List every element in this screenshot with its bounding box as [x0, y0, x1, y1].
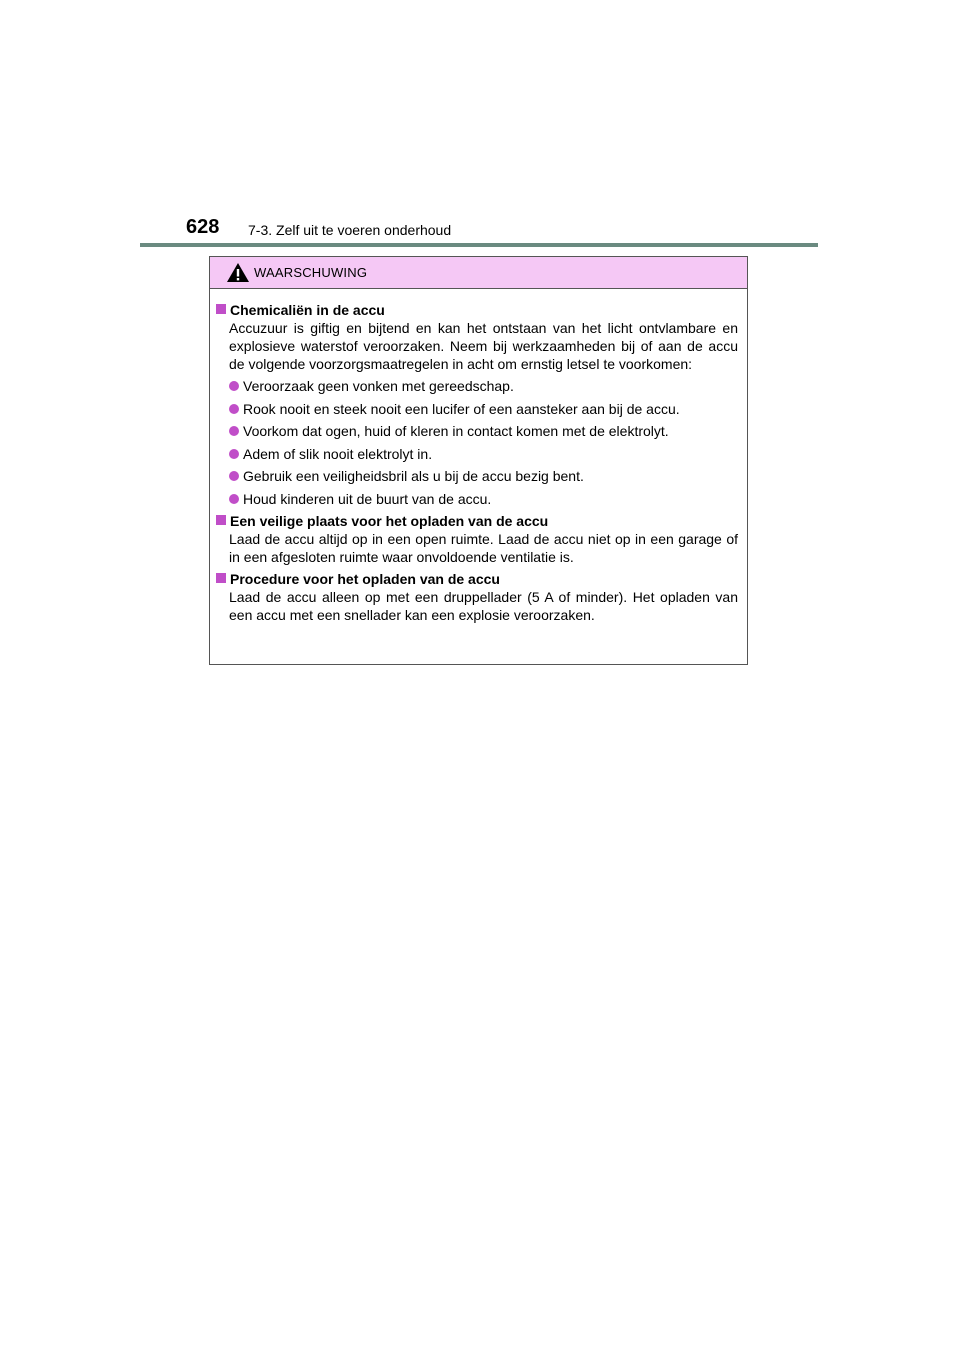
- list-item-text: Gebruik een veiligheidsbril als u bij de accu bezig bent.: [243, 468, 584, 484]
- round-bullet-icon: [229, 426, 239, 436]
- round-bullet-icon: [229, 449, 239, 459]
- square-bullet-icon: [216, 573, 226, 583]
- section-heading-text: Een veilige plaats voor het opladen van de accu: [230, 513, 549, 529]
- warning-section-chemicals: [216, 301, 738, 508]
- section-text: Accuzuur is giftig en bijtend en kan het ontstaan van het licht ontvlambare en explosieve waterstof veroorzaken. Neem bij werkzaamheden bij of aan de accu de volgende voorzorgsmaatregelen in acht om ernstig letsel te voorkomen:: [229, 320, 738, 372]
- warning-box: [209, 256, 748, 665]
- list-item: [229, 490, 738, 508]
- list-item: [229, 422, 738, 440]
- section-heading-text: Chemicaliën in de accu: [230, 302, 385, 318]
- square-bullet-icon: [216, 515, 226, 525]
- list-item-text: Veroorzaak geen vonken met gereedschap.: [243, 378, 514, 394]
- page-header: [186, 214, 826, 244]
- list-item-text: Houd kinderen uit de buurt van de accu.: [243, 490, 492, 507]
- list-item-text: Voorkom dat ogen, huid of kleren in contact komen met de elektrolyt.: [243, 423, 669, 439]
- section-text: Laad de accu alleen op met een druppellader (5 A of minder). Het opladen van een accu met een snellader kan een explosie veroorzaken.: [229, 589, 738, 623]
- round-bullet-icon: [229, 381, 239, 391]
- header-rule: [140, 243, 818, 247]
- round-bullet-icon: [229, 471, 239, 481]
- list-item: [229, 400, 738, 418]
- section-heading: [216, 301, 738, 319]
- warning-section-charging-procedure: [216, 570, 738, 624]
- list-item: [229, 467, 738, 485]
- square-bullet-icon: [216, 304, 226, 314]
- section-heading-text: Procedure voor het opladen van de accu: [230, 571, 500, 587]
- round-bullet-icon: [229, 404, 239, 414]
- list-item: [229, 445, 738, 463]
- list-item-text: Adem of slik nooit elektrolyt in.: [243, 445, 433, 462]
- list-item: [229, 377, 738, 395]
- warning-header: [210, 257, 747, 289]
- list-item-text: Rook nooit en steek nooit een lucifer of een aansteker aan bij de accu.: [243, 400, 680, 417]
- section-heading: [216, 570, 738, 588]
- page-number: 628: [186, 216, 220, 238]
- section-title: 7-3. Zelf uit te voeren onderhoud: [248, 222, 452, 238]
- warning-body: [210, 289, 747, 624]
- section-heading: [216, 512, 738, 530]
- warning-section-safe-place: [216, 512, 738, 566]
- bullet-list: [229, 377, 738, 508]
- warning-triangle-icon: [226, 262, 250, 283]
- section-text: Laad de accu altijd op in een open ruimte. Laad de accu niet op in een garage of in een afgesloten ruimte waar onvoldoende ventilatie is.: [229, 531, 738, 565]
- warning-title: WAARSCHUWING: [254, 265, 368, 280]
- round-bullet-icon: [229, 494, 239, 504]
